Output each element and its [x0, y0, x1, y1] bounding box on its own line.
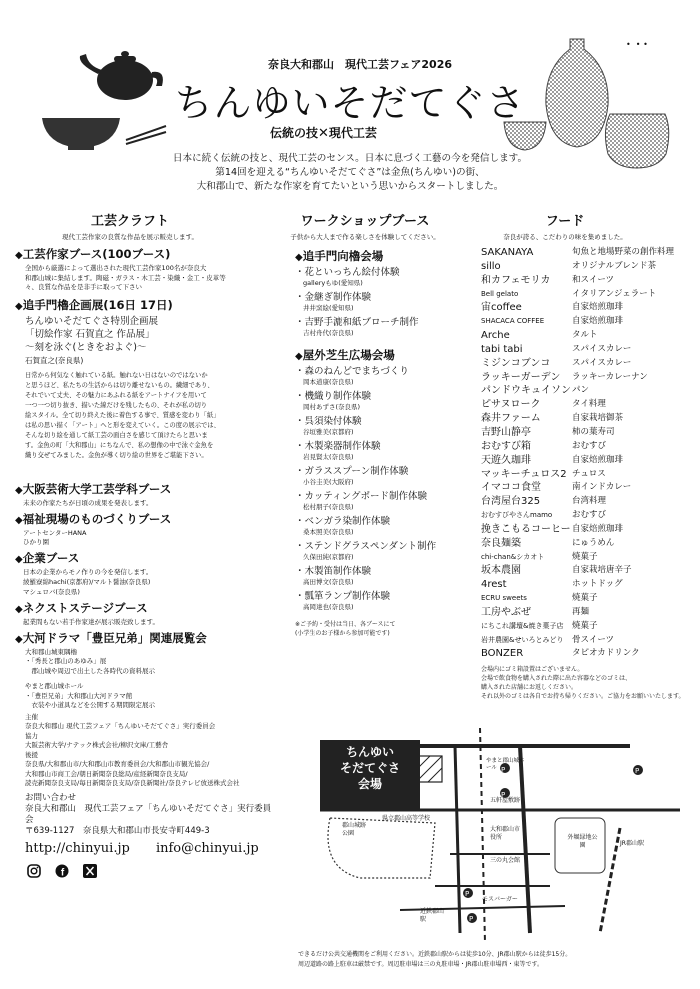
map-kintetsu: 近鉄郡山駅	[420, 908, 445, 923]
gallery-heading: ちんゆいそだてぐさ特別企画展 「切絵作家 石賀直之 作品展」 〜刻を泳ぐ(ときをおよぐ)〜 石賀直之(奈良県)	[25, 315, 159, 365]
food-shop: 宙coffee	[481, 302, 522, 314]
food-shop: BONZER	[481, 648, 524, 660]
food-shop: パンドウキュイソン	[481, 385, 571, 397]
gallery-desc: 日常から何気なく触れている紙。触れない日はないのではないか と思うほど、私たちの生活からは切り離せないもの。繊細であり、 それでいて丈夫、その魅力にあふれる紙をアートナイフを用いて 一つ一つ切り抜き、描いた線だけを残したもの、それが私の切り 絵スタイル。全て切り終えた後に着色する事で、質感を変わり「紙」 は私の思い描く「アート」へと形を変えていく。この度の展示では、 そんな切り絵を通して紙工芸の面白さを感じて頂けたらと思いま す。金魚の町「大和郡山」にちなんで、私の想像の中で泳ぐ金魚を 織り交ぜてみました。金魚が導く切り絵の世界をご堪能下さい。	[25, 371, 220, 459]
page-title: ちんゆいそだてぐさ	[174, 81, 526, 125]
food-shop: 天遊久珈琲	[481, 454, 531, 466]
food-item: 柿の葉寿司	[572, 426, 615, 437]
craft-column: ◆ 工芸作家ブース(100ブース) 全国から厳選によって選出された現代工芸作家100名が奈良大 和郡山城に集結します。陶磁・ガラス・木工芸・染織・金工・皮革等 々、良質な作品を是非手に取って下さい ◆ 追手門櫓企画展(16日 17日) ちんゆいそだてぐさ特別企画展 「切絵作家 石賀直之 作品展」 〜刻を泳ぐ(ときをおよぐ)〜 石賀直之(奈良県) 日常から何気なく触れている紙。触れない日はないのではないか と思うほど、私たちの生活からは切り離せないもの。繊細であり、 それでいて丈夫、その魅力にあふれる紙をアートナイフを用いて 一つ一つ切り抜き、描いた線だけを残したもの、それが私の切り 絵スタイル。全て切り終えた後に着色する事で、質感を変わり「紙」 は私の思い描く「アート」へと形を変えていく。この度の展示では、 そんな切り絵を通して紙工芸の面白さを感じて頂けたらと思いま す。金魚の町「大和郡山」にちなんで、私の想像の中で泳ぐ金魚を 織り交ぜてみました。金魚が導く切り絵の世界をご堪能下さい。 ◆ 大阪芸術大学工芸学科ブース 未来の作家たちが日頃の成果を発表します。 ◆ 福祉現場のものづくりブース アートセンターHANA ひかり園 ◆ 企業ブース 日本の企業からモノ作りの今を発信します。 綾羅寮綿hachi(京都府)/マルト醤油(奈良県) マシュロバ(奈良県) ◆ ネクストステージブース 起業間もない若手作家達が展示販売致します。 ◆ 大河ドラマ「豊臣兄弟」関連展覧会 大和郡山城東隅櫓 ・「秀長と郡山のあゆみ」展 郡山城や周辺で出土した各時代の資料展示 やまと郡山城ホール ・「豊臣兄弟」大和郡山大河ドラマ館 衣装や小道具などを公開する期間限定展示 主催 奈良大和郡山 現代工芸フェア「ちんゆいそだてぐさ」実行委員会 協力 大阪芸術大学/ナテック株式会社/柳沢文庫/工藝舎 後援 奈良県/大和郡山市/大和郡山市教育委員会/大和郡山市観光協会/ 大和郡山市商工会/朝日新聞奈良総局/産経新聞奈良支局/ 読売新聞奈良支局/毎日新聞奈良支局/奈良新聞社/奈良テレビ放送株式会社 お問い合わせ 奈良大和郡山 現代工芸フェア「ちんゆいそだてぐさ」実行委員会 〒639-1127 奈良県大和郡山市長安寺町449-3 http://chinyui.jp info@chinyui.jp f	[15, 246, 277, 878]
access-note: できるだけ公共交通機関をご利用ください。近鉄郡山駅からは徒歩10分、JR郡山駅からは徒歩15分。 周辺道路の路上駐車は厳禁です。周辺駐車場は三の丸駐車場・JR郡山駐車場西・東等です。	[298, 951, 572, 968]
tagline: 伝統の技✕現代工芸	[270, 126, 377, 141]
parking-label-5: P	[635, 767, 640, 775]
workshop-note: ※ご予約・受付は当日、各ブースにて (小学生のお子様から参加可能です)	[295, 621, 396, 637]
web-contact	[15, 841, 277, 856]
food-item: スパイスカレー	[572, 357, 632, 368]
craft-booth-title: ◆ 工芸作家ブース(100ブース)	[15, 246, 277, 264]
gallery-title: ◆ 追手門櫓企画展(16日 17日)	[15, 297, 277, 315]
x-icon[interactable]	[83, 864, 97, 878]
food-item: タルト	[572, 330, 598, 341]
food-item-list	[572, 246, 697, 661]
map-gomaru: 五軒屋敷跡	[490, 797, 521, 804]
food-shop: sillo	[481, 260, 501, 272]
drama-title: ◆ 大河ドラマ「豊臣兄弟」関連展覧会	[15, 630, 277, 648]
food-shop: 4rest	[481, 579, 507, 591]
map-sannomaru: 三の丸会館	[490, 857, 521, 864]
food-item: 焼菓子	[572, 593, 598, 604]
food-item: にゅうめん	[572, 537, 615, 548]
food-item: おむすび	[572, 440, 607, 451]
food-shop: おむすび箱	[481, 440, 531, 452]
bowl-illustration	[38, 112, 168, 152]
map-moat-park: 外堀緑地公園	[567, 834, 598, 849]
cross-icon: ✕	[318, 126, 329, 141]
company-title: ◆ 企業ブース	[15, 550, 277, 568]
craft-subtitle: 現代工芸作家の良質な作品を展示販売します。	[62, 233, 198, 241]
workshop-subtitle: 子供から大人まで作る楽しさを体験してください。	[290, 233, 440, 241]
osaka-title: ◆ 大阪芸術大学工芸学科ブース	[15, 481, 277, 499]
food-item: 和スイーツ	[572, 274, 614, 285]
area1-title: ◆ 追手門向櫓会場	[295, 248, 455, 266]
food-shop: 台湾屋台325	[481, 496, 541, 508]
food-item: 自家栽培御茶	[572, 413, 624, 424]
facebook-icon[interactable]	[55, 864, 69, 878]
food-item: 台湾料理	[572, 496, 607, 507]
food-item: 自家栽培唐辛子	[572, 565, 632, 576]
parking-label-1: P	[501, 766, 506, 774]
food-item: パン	[572, 385, 590, 396]
food-subtitle: 奈良が誇る、こだわりの味を集めました。	[503, 233, 627, 241]
event-name: 奈良大和郡山 現代工芸フェア2026	[267, 58, 453, 71]
food-item: 南インドカレー	[572, 482, 632, 493]
food-shop: 森井ファーム	[481, 413, 541, 425]
food-shop: ラッキーガーデン	[481, 371, 561, 383]
area2-title: ◆ 屋外芝生広場会場	[295, 347, 455, 365]
food-shop: 工房やぶぜ	[481, 606, 531, 618]
workshop-column: ◆ 追手門向櫓会場 ・花といっちん絵付体験 galleryもゆ(愛知県) ・金継ぎ制作体験 井井窯絵(愛知県) ・吉野手漉和紙ブローチ制作 吉村舟代(奈良県) ◆ 屋外芝生広場会場 ・森のねんどでまちづくり 岡本道康(奈良県) ・機織り制作体験 岡村あずさ(奈良県) ・呉須染付体験 谷垣雅美(京都府) ・木製楽器制作体験 岩見賢太(奈良県) ・ガラススプーン制作体験 小谷圭美(大阪府) ・カッティングボード制作体験 松村朋子(奈良県) ・ベンガラ染制作体験 桑本照美(奈良県) ・ステンドグラスペンダント制作 久保田純(京都府) ・木製笛制作体験 高田博文(奈良県) ・瓢箪ランプ制作体験 高岡達也(奈良県) ※ご予約・受付は当日、各ブースにて (小学生のお子様から参加可能です)	[295, 248, 455, 638]
food-item: 自家焙煎珈琲	[572, 316, 624, 327]
map-burger: モスバーガー	[482, 896, 518, 903]
food-item: ラッキーカレーナン	[572, 371, 648, 382]
food-shop: ピサヌローク	[481, 399, 541, 411]
credits: 主催 奈良大和郡山 現代工芸フェア「ちんゆいそだてぐさ」実行委員会 協力 大阪芸術大学/ナテック株式会社/柳沢文庫/工藝舎 後援 奈良県/大和郡山市/大和郡山市教育委員会/大和郡山市観光協会/ 大和郡山市商工会/朝日新聞奈良総局/産経新聞奈良支局/ 読売新聞奈良支局/毎日新聞奈良支局/奈良新聞社/奈良テレビ放送株式会社	[25, 712, 240, 787]
food-notes: 会場内にゴミ箱設置はございません。 会場で飲食物を購入された際に出た容器などのゴミは、 購入された店舗にお返しください。 それ以外のゴミは各自でお持ち帰りください。ご協力をお願いいたします。	[481, 666, 685, 700]
food-item: チュロス	[572, 468, 606, 479]
jar-illustration	[600, 110, 675, 170]
instagram-icon[interactable]	[27, 864, 41, 878]
food-shop: ECRU sweets	[481, 594, 527, 603]
teapot-illustration	[70, 42, 170, 102]
craft-title: 工芸クラフト	[90, 214, 169, 229]
map-school: 県立郡山高等学校	[382, 815, 431, 822]
food-shop: ミジンコブンコ	[481, 357, 551, 369]
food-item: スパイスカレー	[572, 343, 632, 354]
food-shop: 挽きこもるコーヒー	[481, 523, 571, 535]
website-link[interactable]: http://chinyui.jp	[25, 840, 130, 856]
food-shop: マッキーチュロス2	[481, 468, 567, 480]
map-park: 郡山城跡公園	[342, 822, 367, 837]
map-jr: JR郡山駅	[620, 840, 644, 847]
food-item: 自家焙煎珈琲	[572, 454, 624, 465]
social-icons	[15, 864, 277, 878]
food-shop: おむすびやさんmamo	[481, 511, 553, 520]
food-item: 焼菓子	[572, 551, 598, 562]
food-item: タイ料理	[572, 399, 606, 410]
food-item: 旬魚と地場野菜の創作料理	[572, 247, 675, 257]
food-shop: にちこれ講壇&焼き菓子店	[481, 621, 564, 630]
welfare-title: ◆ 福祉現場のものづくりブース	[15, 511, 277, 529]
contact: お問い合わせ 奈良大和郡山 現代工芸フェア「ちんゆいそだてぐさ」実行委員会 〒639-1127 奈良県大和郡山市長安寺町449-3	[25, 792, 272, 836]
food-shop: chi-chan&シカオト	[481, 552, 545, 561]
food-shop: イマココ食堂	[481, 482, 541, 494]
map-hall: やまと郡山城ホール	[486, 758, 525, 771]
decor-dots: • • •	[626, 40, 648, 49]
drama-lines: 大和郡山城東隅櫓 ・「秀長と郡山のあゆみ」展 郡山城や周辺で出土した各時代の資料展示 やまと郡山城ホール ・「豊臣兄弟」大和郡山大河ドラマ館 衣装や小道具などを公開する期間限定展示	[25, 647, 155, 709]
food-item: 自家焙煎珈琲	[572, 302, 624, 313]
food-shop-list	[481, 246, 581, 661]
food-item: 骨スイーツ	[572, 634, 614, 645]
food-shop: 岩井農園&せいろとみどり	[481, 635, 564, 644]
food-shop: 和カフェモリカ	[481, 274, 551, 286]
food-item: ホットドッグ	[572, 579, 623, 590]
svg-text:f: f	[60, 867, 65, 878]
parking-label-2: P	[501, 791, 506, 799]
food-shop: Bell gelato	[481, 289, 519, 298]
parking-label-3: P	[465, 890, 470, 898]
map-cityhall: 大和郡山市役所	[490, 826, 521, 841]
food-shop: SHACACA COFFEE	[481, 317, 545, 326]
food-item: 自家焙煎珈琲	[572, 523, 624, 534]
parking-label-4: P	[469, 915, 474, 923]
intro-text: 日本に続く伝統の技と、現代工芸のセンス。日本に息づく工藝の今を発信します。 第14回を迎える“ちんゆいそだてぐさ”は金魚(ちんゆい)の街、 大和郡山で、新たな作家を育てたいという思いからスタートしました。	[172, 153, 528, 192]
food-shop: tabi tabi	[481, 343, 523, 355]
food-item: イタリアンジェラート	[572, 288, 657, 299]
food-shop: 奈良麺築	[481, 537, 521, 549]
food-shop: SAKANAYA	[481, 247, 534, 258]
craft-booth-desc: 全国から厳選によって選出された現代工芸作家100名が奈良大 和郡山城に集結します。陶磁・ガラス・木工芸・染織・金工・皮革等 々、良質な作品を是非手に取って下さい	[25, 264, 226, 291]
venue-label: ちんゆい そだてぐさ 会場	[339, 745, 400, 791]
food-item: 再麺	[572, 606, 590, 617]
food-title: フード	[545, 214, 585, 229]
food-item: 焼菓子	[572, 620, 598, 631]
food-shop: 吉野山静亭	[481, 426, 531, 438]
food-item: オリジナルブレンド茶	[572, 260, 657, 271]
food-item: タピオカドリンク	[572, 648, 640, 659]
workshop-title: ワークショップブース	[300, 214, 430, 229]
email-link[interactable]: info@chinyui.jp	[155, 840, 259, 856]
food-shop: Arche	[481, 330, 510, 342]
food-shop: 坂本農園	[481, 565, 521, 577]
next-title: ◆ ネクストステージブース	[15, 600, 277, 618]
food-item: おむすび	[572, 510, 607, 521]
